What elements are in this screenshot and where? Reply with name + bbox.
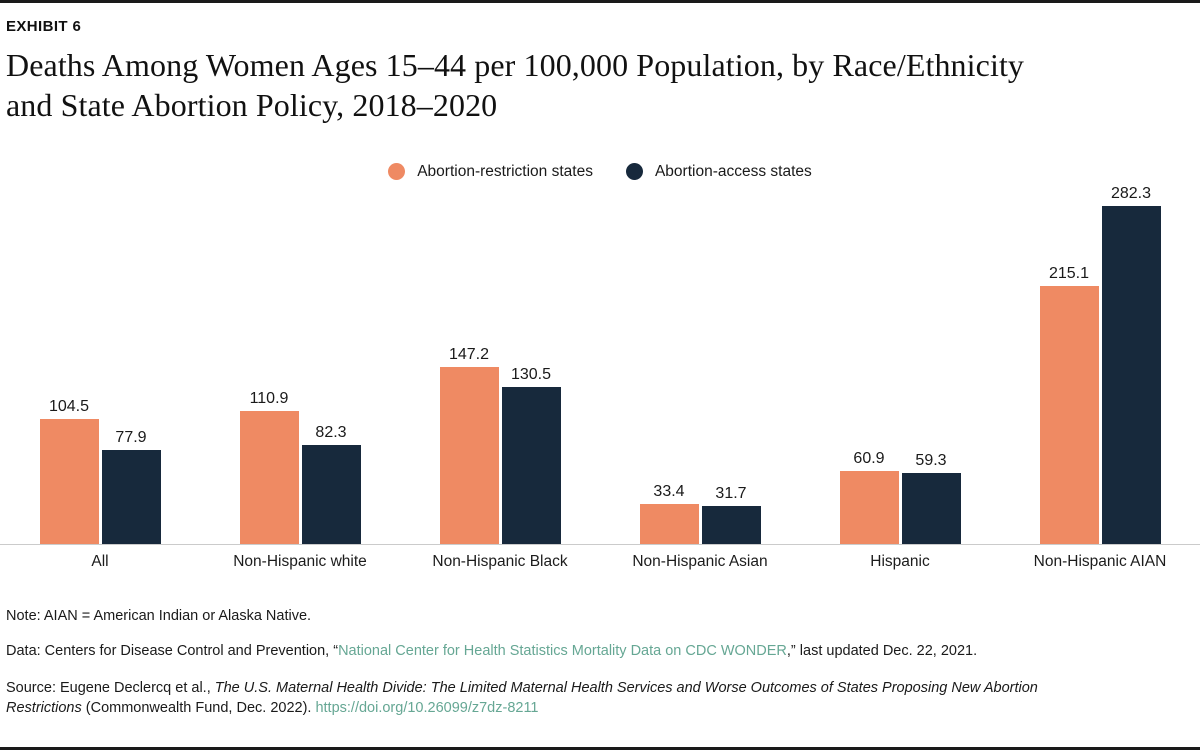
bar-wrap	[902, 452, 961, 544]
legend-item	[388, 163, 593, 181]
bar	[1102, 206, 1161, 544]
category-label: All	[91, 552, 109, 570]
bar	[102, 450, 161, 543]
bar-value-label: 282.3	[1110, 184, 1152, 202]
legend-label: Abortion-access states	[654, 162, 812, 180]
bar-value-label: 104.5	[48, 397, 90, 415]
bar-wrap	[1102, 185, 1161, 544]
legend-label: Abortion-restriction states	[417, 162, 593, 180]
bar-group	[1000, 186, 1200, 544]
bar-wrap	[40, 398, 99, 544]
footer	[0, 608, 1200, 719]
bar-value-label: 60.9	[853, 449, 885, 467]
bar	[840, 471, 899, 544]
bar-chart	[0, 186, 1200, 571]
page-title-line-2: and State Abortion Policy, 2018–2020	[6, 87, 498, 124]
bar	[302, 445, 361, 544]
bar-wrap	[840, 450, 899, 544]
bar-group	[400, 186, 600, 544]
bar	[702, 506, 761, 544]
bar-wrap	[440, 346, 499, 543]
bar	[902, 473, 961, 544]
source-report-title: The U.S. Maternal Health Divide: The Limited Maternal Health Services and Worse Outcomes of States Proposing New Abortion Restrictions	[6, 679, 1038, 717]
bar-value-label: 33.4	[653, 482, 685, 500]
bar-value-label: 77.9	[115, 429, 147, 447]
source-citation	[6, 678, 1111, 719]
category-axis	[0, 545, 1200, 571]
category-label: Non-Hispanic Asian	[632, 552, 768, 570]
cdc-wonder-link[interactable]: National Center for Health Statistics Mortality Data on CDC WONDER	[338, 642, 787, 659]
legend-item	[626, 163, 812, 181]
category-label: Non-Hispanic AIAN	[1033, 552, 1167, 570]
bar-value-label: 147.2	[448, 346, 490, 364]
page-title-line-1: Deaths Among Women Ages 15–44 per 100,000 Population, by Race/Ethnicity	[6, 47, 1025, 83]
page-title	[6, 45, 1194, 126]
bar	[240, 411, 299, 544]
bar-group	[600, 186, 800, 544]
category-label: Non-Hispanic white	[233, 552, 367, 570]
bar-value-label: 110.9	[249, 389, 289, 407]
legend-dot-icon	[388, 163, 405, 180]
bar-wrap	[240, 390, 299, 544]
note-text: Note: AIAN = American Indian or Alaska Native.	[6, 607, 312, 624]
header	[0, 3, 1200, 126]
legend-dot-icon	[626, 163, 643, 180]
category-label: Non-Hispanic Black	[432, 552, 568, 570]
bar-value-label: 31.7	[715, 484, 747, 502]
data-suffix: ,” last updated Dec. 22, 2021.	[786, 642, 978, 659]
bar	[1040, 286, 1099, 544]
bar-wrap	[302, 424, 361, 544]
data-prefix: Data: Centers for Disease Control and Prevention, “	[6, 642, 339, 659]
bar	[640, 504, 699, 544]
bar-wrap	[640, 483, 699, 544]
bar-value-label: 82.3	[315, 424, 347, 442]
bar-wrap	[502, 366, 561, 543]
bar	[502, 387, 561, 543]
category-label: Hispanic	[870, 552, 930, 570]
bar-value-label: 130.5	[510, 366, 552, 384]
plot-area	[0, 186, 1200, 545]
bar	[440, 367, 499, 543]
bar-value-label: 215.1	[1048, 265, 1090, 283]
bar-group	[0, 186, 200, 544]
source-publisher: (Commonwealth Fund, Dec. 2022).	[81, 700, 316, 717]
chart-legend	[0, 163, 1200, 181]
bar-group	[200, 186, 400, 544]
bar-wrap	[102, 429, 161, 543]
bar-value-label: 59.3	[915, 451, 947, 469]
data-source-text	[6, 643, 1194, 659]
source-prefix: Source: Eugene Declercq et al.,	[6, 679, 215, 696]
exhibit-label: EXHIBIT 6	[6, 18, 82, 35]
bar-group	[800, 186, 1000, 544]
bar-wrap	[702, 485, 761, 544]
doi-link[interactable]: https://doi.org/10.26099/z7dz-8211	[315, 700, 539, 717]
bar	[40, 419, 99, 544]
bar-wrap	[1040, 265, 1099, 544]
